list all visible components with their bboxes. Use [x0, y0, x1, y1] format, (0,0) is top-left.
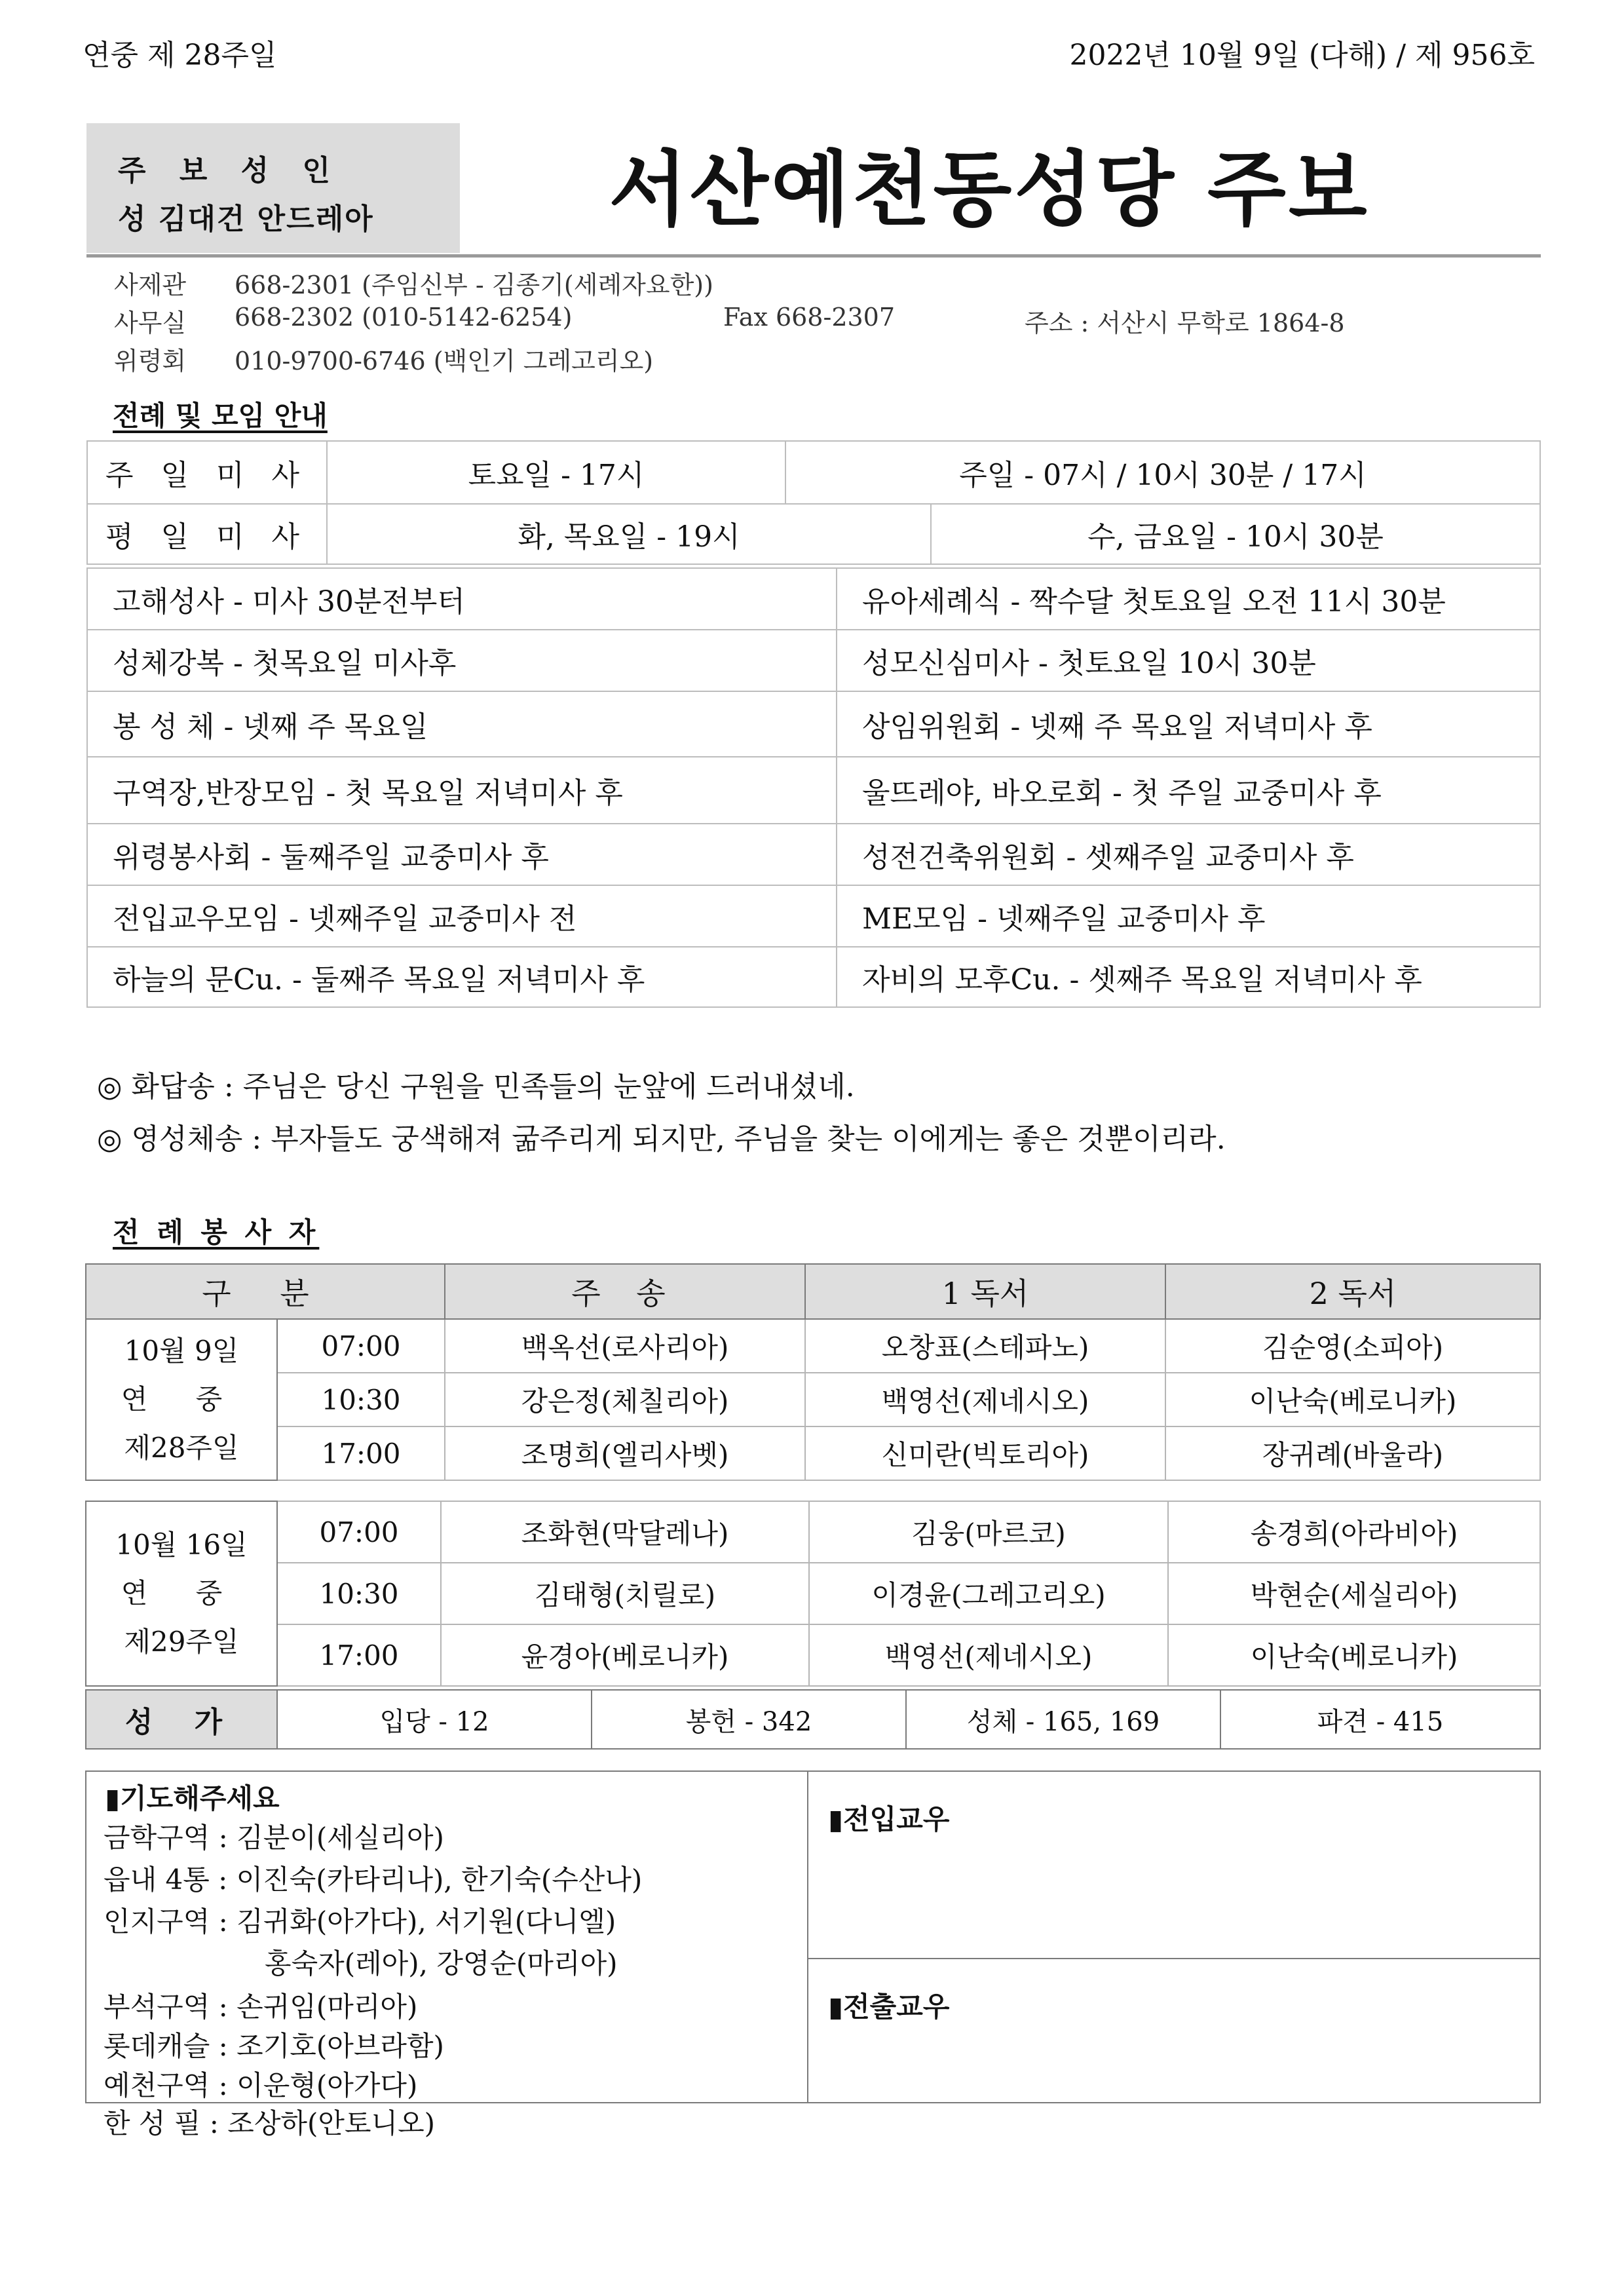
funeral-council-label: 위령회	[114, 347, 187, 375]
sunday-mass-saturday: 토요일 - 17시	[327, 441, 785, 504]
transfer-out-title: ▮전출교우	[828, 1991, 950, 2023]
servers-table-week2	[85, 1501, 1541, 1687]
mass-time: 07:00	[277, 1501, 441, 1563]
address: 주소 : 서산시 무학로 1864-8	[1025, 309, 1345, 337]
meeting-item: 성모신심미사 - 첫토요일 10시 30분	[837, 630, 1540, 691]
commentator: 윤경아(베로니카)	[441, 1624, 809, 1686]
prayer-line: 인지구역 : 김귀화(아가다), 서기원(다니엘)	[104, 1905, 616, 1938]
meeting-item: 하늘의 문Cu. - 둘째주 목요일 저녁미사 후	[87, 947, 837, 1007]
second-reader: 이난숙(베로니카)	[1168, 1624, 1540, 1686]
prayer-line: 롯데캐슬 : 조기호(아브라함)	[104, 2030, 444, 2062]
transfer-in-title: ▮전입교우	[828, 1803, 950, 1835]
hymn-entrance: 입당 - 12	[277, 1690, 592, 1749]
mass-time: 17:00	[277, 1624, 441, 1686]
patron-heading: 주 보 성 인	[118, 154, 342, 187]
prayer-line: 예천구역 : 이운형(아가다)	[104, 2069, 418, 2101]
mass-time: 07:00	[277, 1319, 445, 1373]
hymn-communion: 성체 - 165, 169	[906, 1690, 1220, 1749]
mass-time: 17:00	[277, 1426, 445, 1480]
header-category: 구 분	[86, 1264, 445, 1319]
rectory-phone: 668-2301 (주임신부 - 김종기(세례자요한))	[235, 271, 713, 299]
meeting-item: 성전건축위원회 - 셋째주일 교중미사 후	[837, 824, 1540, 885]
commentator: 김태형(치릴로)	[441, 1563, 809, 1624]
meeting-item: 유아세례식 - 짝수달 첫토요일 오전 11시 30분	[837, 568, 1540, 630]
first-reader: 김웅(마르코)	[809, 1501, 1168, 1563]
meeting-item: 자비의 모후Cu. - 셋째주 목요일 저녁미사 후	[837, 947, 1540, 1007]
commentator: 강은정(체칠리아)	[445, 1373, 805, 1426]
hymn-offertory: 봉헌 - 342	[592, 1690, 906, 1749]
week1-date: 10월 9일	[124, 1335, 239, 1367]
second-reader: 박현순(세실리아)	[1168, 1563, 1540, 1624]
second-reader: 이난숙(베로니카)	[1165, 1373, 1540, 1426]
meeting-item: 봉 성 체 - 넷째 주 목요일	[87, 691, 837, 757]
transfer-divider	[807, 1958, 1541, 1959]
meeting-item: 성체강복 - 첫목요일 미사후	[87, 630, 837, 691]
header-first-reading: 1 독서	[805, 1264, 1165, 1319]
sunday-mass-sunday: 주일 - 07시 / 10시 30분 / 17시	[785, 441, 1540, 504]
commentator: 조화현(막달레나)	[441, 1501, 809, 1563]
mass-time: 10:30	[277, 1563, 441, 1624]
communion-antiphon: ◎ 영성체송 : 부자들도 궁색해져 굶주리게 되지만, 주님을 찾는 이에게는 좋은 것뿐이리라.	[97, 1122, 1226, 1156]
prayer-line: 홍숙자(레아), 강영순(마리아)	[265, 1947, 618, 1980]
responsorial-psalm: ◎ 화답송 : 주님은 당신 구원을 민족들의 눈앞에 드러내셨네.	[97, 1070, 855, 1103]
sunday-mass-label: 주 일 미 사	[87, 441, 327, 504]
commentator: 조명희(엘리사벳)	[445, 1426, 805, 1480]
header-commentator: 주 송	[445, 1264, 805, 1319]
meeting-item: 상임위원회 - 넷째 주 목요일 저녁미사 후	[837, 691, 1540, 757]
weekday-mass-tue-thu: 화, 목요일 - 19시	[327, 504, 931, 564]
week2-season: 연 중	[121, 1577, 242, 1609]
second-reader: 장귀례(바울라)	[1165, 1426, 1540, 1480]
first-reader: 백영선(제네시오)	[809, 1624, 1168, 1686]
patron-saint-box	[86, 123, 460, 253]
week2-sunday: 제29주일	[124, 1626, 239, 1658]
weekday-mass-table	[86, 503, 1541, 565]
hymns-table	[85, 1689, 1541, 1750]
hymns-label: 성 가	[86, 1690, 277, 1749]
first-reader: 신미란(빅토리아)	[805, 1426, 1165, 1480]
office-label: 사무실	[114, 309, 187, 337]
second-reader: 송경희(아라비아)	[1168, 1501, 1540, 1563]
mass-time: 10:30	[277, 1373, 445, 1426]
funeral-council-phone: 010-9700-6746 (백인기 그레고리오)	[235, 347, 654, 375]
week2-date: 10월 16일	[115, 1529, 248, 1561]
rectory-label: 사제관	[114, 271, 187, 299]
meeting-item: 울뜨레야, 바오로회 - 첫 주일 교중미사 후	[837, 757, 1540, 824]
meeting-item: 전입교우모임 - 넷째주일 교중미사 전	[87, 885, 837, 947]
first-reader: 백영선(제네시오)	[805, 1373, 1165, 1426]
prayer-line: 한 성 필 : 조상하(안토니오)	[104, 2107, 436, 2139]
bulletin-title: 서산예천동성당 주보	[609, 143, 1370, 237]
week1-sunday: 제28주일	[124, 1432, 239, 1464]
prayer-line: 읍내 4통 : 이진숙(카타리나), 한기숙(수산나)	[104, 1864, 643, 1896]
meeting-item: ME모임 - 넷째주일 교중미사 후	[837, 885, 1540, 947]
liturgy-section-title: 전례 및 모임 안내	[113, 400, 328, 432]
commentator: 백옥선(로사리아)	[445, 1319, 805, 1373]
issue-date: 2022년 10월 9일 (다해) / 제 956호	[1069, 39, 1535, 72]
mass-schedule-table	[86, 440, 1541, 505]
patron-name: 성 김대건 안드레아	[118, 202, 374, 236]
office-phone: 668-2302 (010-5142-6254)	[235, 303, 573, 332]
prayer-request-title: ▮기도해주세요	[105, 1782, 280, 1814]
week2-date-cell	[86, 1501, 277, 1686]
meeting-item: 고해성사 - 미사 30분전부터	[87, 568, 837, 630]
weekday-mass-wed-fri: 수, 금요일 - 10시 30분	[931, 504, 1540, 564]
servers-section-title: 전 례 봉 사 자	[113, 1216, 320, 1248]
meeting-item: 위령봉사회 - 둘째주일 교중미사 후	[87, 824, 837, 885]
meeting-item: 구역장,반장모임 - 첫 목요일 저녁미사 후	[87, 757, 837, 824]
fax-number: Fax 668-2307	[723, 303, 896, 332]
servers-table-week1	[85, 1263, 1541, 1481]
prayer-line: 금학구역 : 김분이(세실리아)	[104, 1822, 444, 1854]
weekday-mass-label: 평 일 미 사	[87, 504, 327, 564]
second-reader: 김순영(소피아)	[1165, 1319, 1540, 1373]
hymn-recessional: 파견 - 415	[1220, 1690, 1540, 1749]
header-second-reading: 2 독서	[1165, 1264, 1540, 1319]
prayer-line: 부석구역 : 손귀임(마리아)	[104, 1991, 418, 2023]
first-reader: 이경윤(그레고리오)	[809, 1563, 1168, 1624]
header-divider	[86, 254, 1541, 258]
first-reader: 오창표(스테파노)	[805, 1319, 1165, 1373]
week1-date-cell	[86, 1319, 277, 1480]
meetings-table	[86, 567, 1541, 1008]
liturgical-week: 연중 제 28주일	[83, 39, 277, 72]
prayer-box-divider	[807, 1770, 808, 2103]
week1-season: 연 중	[121, 1383, 242, 1415]
